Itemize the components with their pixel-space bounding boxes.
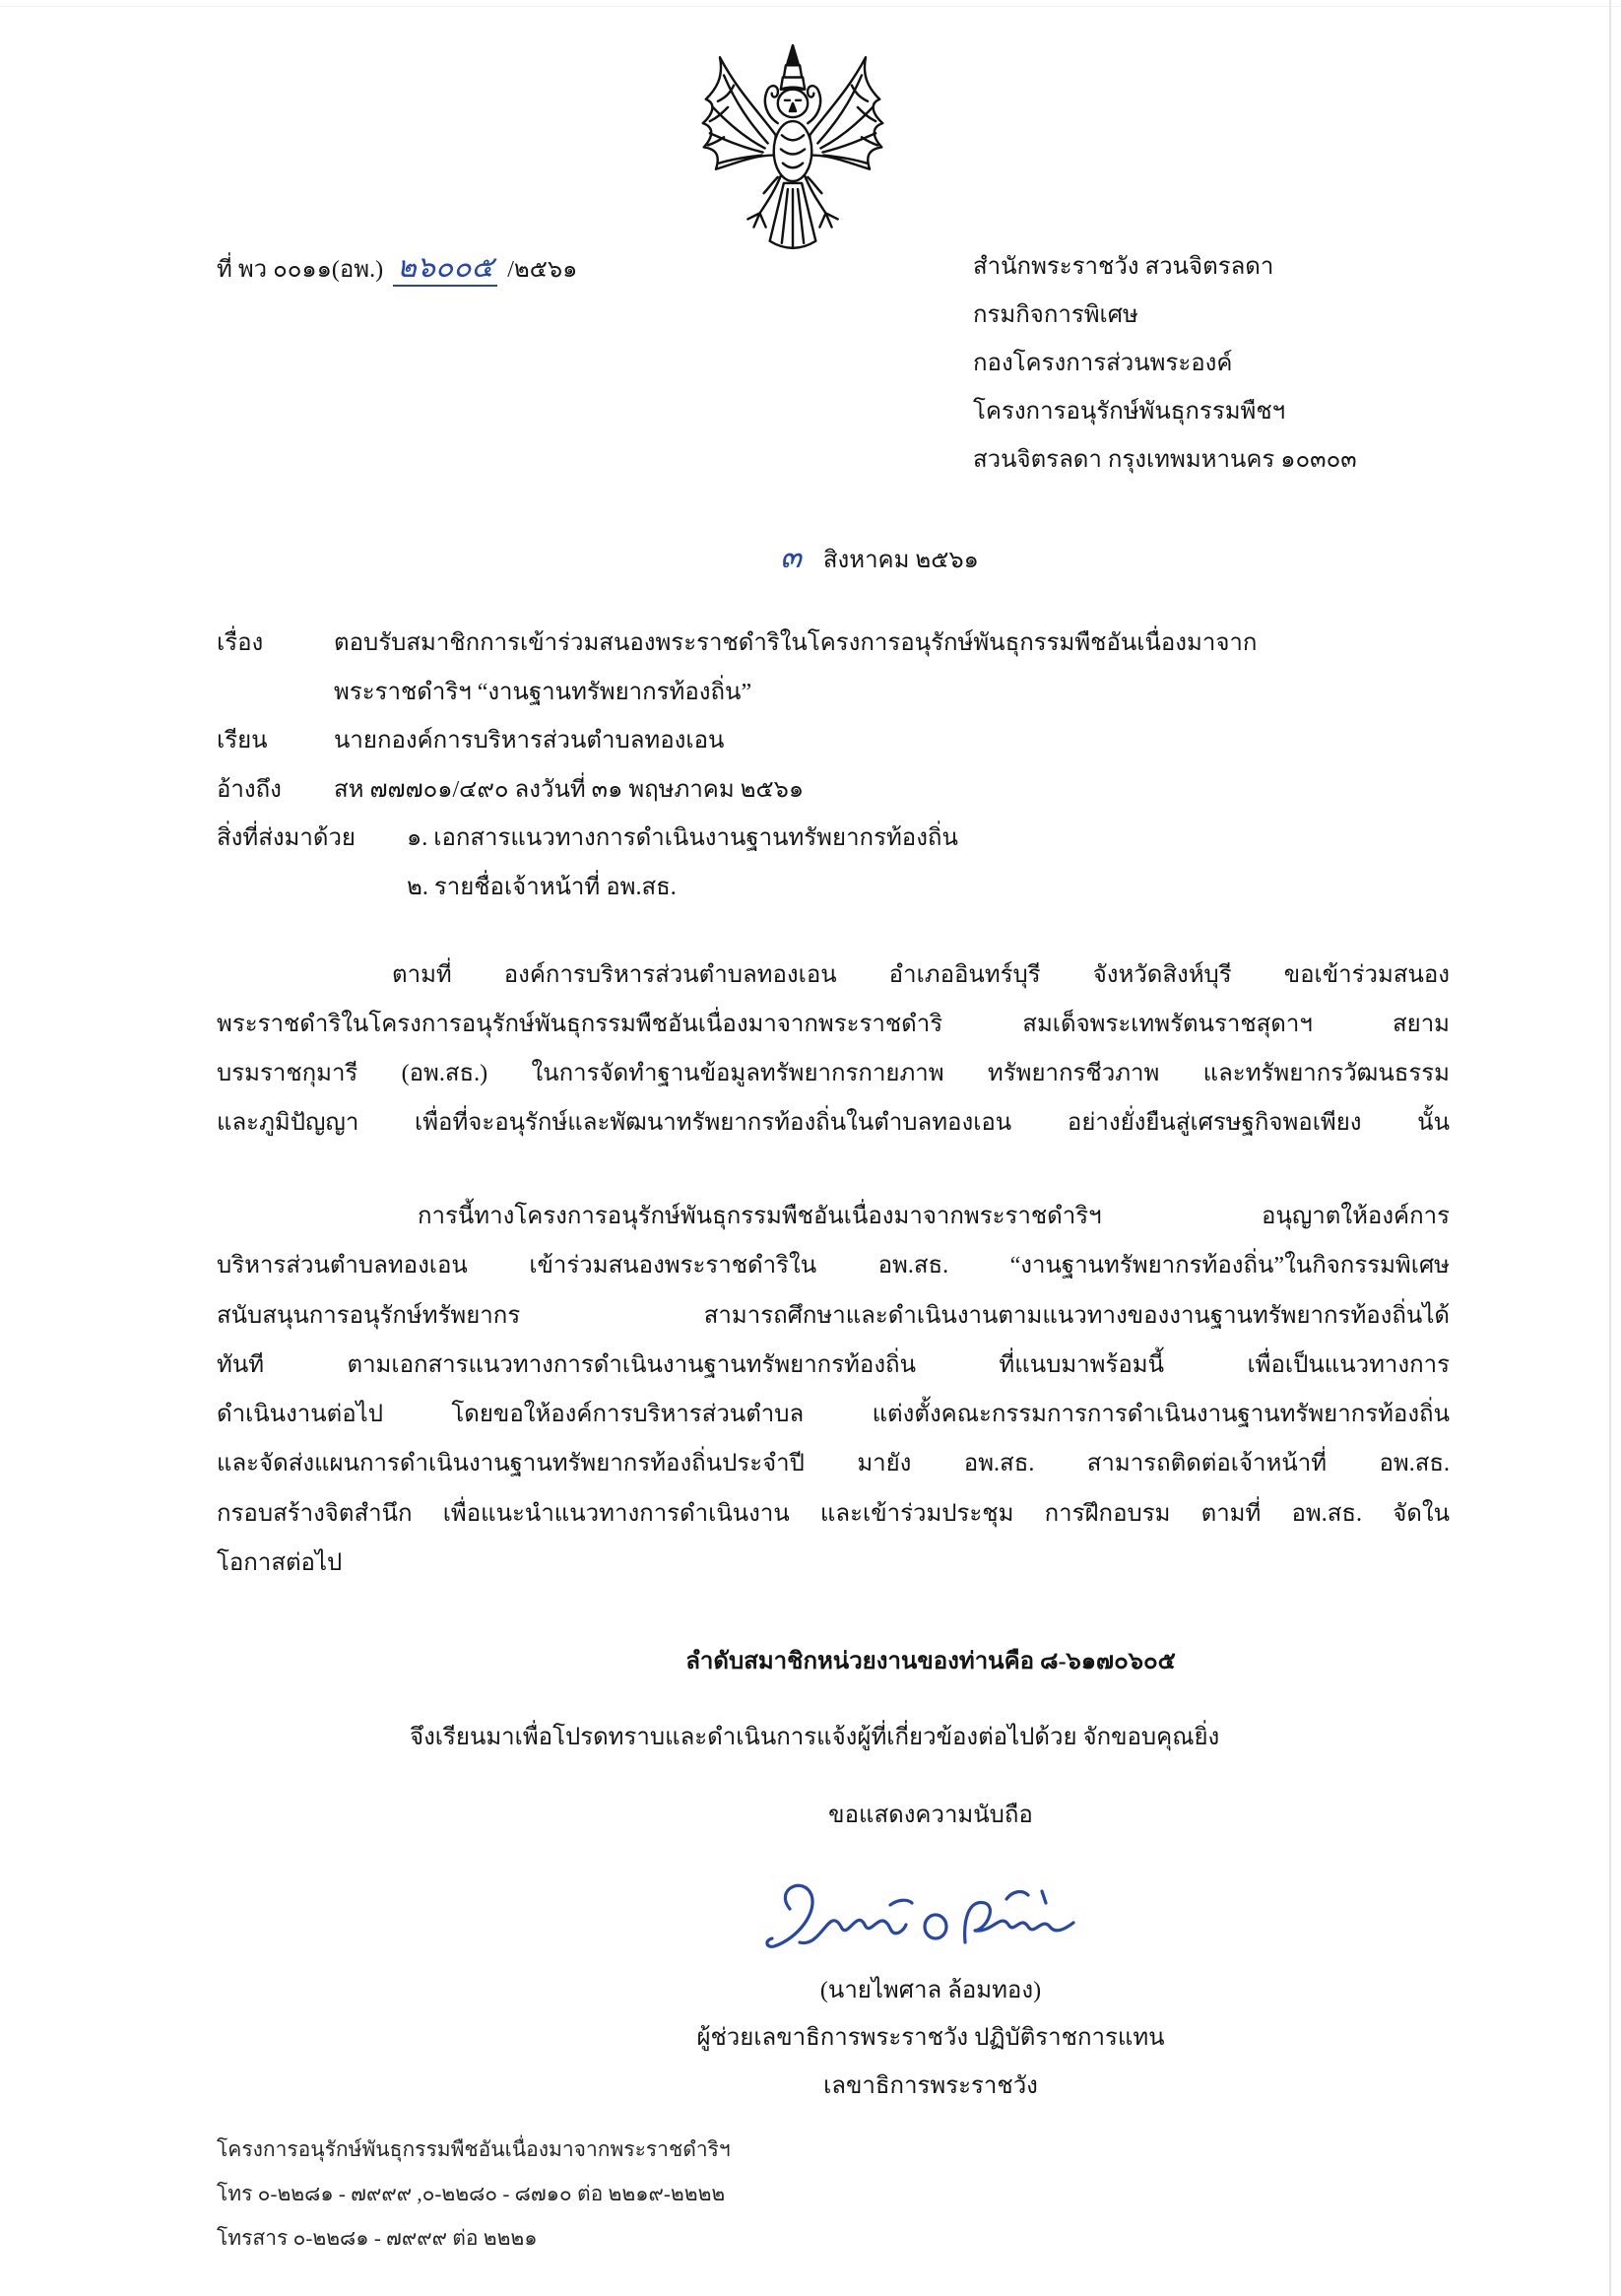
cited-label: อ้างถึง [217,776,282,803]
date-day-handwritten: ๓ [780,538,802,575]
page-edge-top [0,6,1621,7]
paragraph-line: ทันที ตามเอกสารแนวทางการดำเนินงานฐานทรัพยากรท้องถิ่น ที่แนบมาพร้อมนี้ เพื่อเป็นแนวทางการ [217,1351,1450,1378]
signatory-name: (นายไพศาล ล้อมทอง) [819,1978,1042,2003]
paragraph-line: สนับสนุนการอนุรักษ์ทรัพยากร สามารถศึกษาและดำเนินงานตามแนวทางของงานฐานทรัพยากรท้องถิ่นได้ [217,1302,1450,1329]
header-fields [217,620,1448,913]
paragraph-line: โอกาสต่อไป [217,1550,343,1577]
paragraph-line: บริหารส่วนตำบลทองเอน เข้าร่วมสนองพระราชดำริใน อพ.สธ. “งานฐานทรัพยากรท้องถิ่น”ในกิจกรรมพิเศษ [217,1253,1450,1279]
cited-row [217,766,1448,816]
paragraph-line: และภูมิปัญญา เพื่อที่จะอนุรักษ์และพัฒนาทรัพยากรท้องถิ่นในตำบลทองเอน อย่างยั่งยืนสู่เศรษฐกิจพอเพียง นั้น [217,1110,1450,1136]
paragraph-line: บรมราชกุมารี (อพ.สธ.) ในการจัดทำฐานข้อมูลทรัพยากรกายภาพ ทรัพยากรชีวภาพ และทรัพยากรวัฒนธรรม [217,1061,1450,1086]
paragraph-line: ดำเนินงานต่อไป โดยขอให้องค์การบริหารส่วนตำบล แต่งตั้งคณะกรรมการการดำเนินงานฐานทรัพยากรท้องถิ่น [217,1402,1450,1428]
paragraph-line: พระราชดำริในโครงการอนุรักษ์พันธุกรรมพืชอันเนื่องมาจากพระราชดำริ สมเด็จพระเทพรัตนราชสุดาฯ สยาม [217,1012,1450,1037]
paragraph-line: และจัดส่งแผนการดำเนินงานฐานทรัพยากรท้องถิ่นประจำปี มายัง อพ.สธ. สามารถติดต่อเจ้าหน้าที่ อพ.สธ. [217,1451,1450,1477]
subject-row-2 [217,669,1448,718]
handwritten-signature [760,1870,1085,1976]
paragraph-line: การนี้ทางโครงการอนุรักษ์พันธุกรรมพืชอันเนื่องมาจากพระราชดำริฯ อนุญาตให้องค์การ [418,1204,1450,1229]
address-line: กองโครงการส่วนพระองค์ [973,351,1233,376]
reference-handwritten-number: ๒๖๐๐๕ [393,250,497,287]
garuda-emblem [697,43,888,258]
address-line: สำนักพระราชวัง สวนจิตรลดา [973,254,1274,280]
reference-line [217,243,577,295]
body-paragraph-2 [217,1192,1450,1588]
page-edge-right [1609,0,1611,2296]
subject-label-spacer [217,669,334,718]
member-number: ลำดับสมาชิกหน่วยงานของท่านคือ ๘-๖๑๗๐๖๐๕ [685,1649,1176,1674]
closing-regards: ขอแสดงความนับถือ [828,1803,1033,1828]
signatory-title-1: ผู้ช่วยเลขาธิการพระราชวัง ปฏิบัติราชการแทน [696,2025,1165,2051]
signatory-title-2: เลขาธิการพระราชวัง [823,2073,1038,2099]
reference-suffix: /๒๕๖๑ [507,257,578,283]
footer-org: โครงการอนุรักษ์พันธุกรรมพืชอันเนื่องมาจากพระราชดำริฯ [217,2137,731,2161]
cited-value: สห ๗๗๗๐๑/๔๙๐ ลงวันที่ ๓๑ พฤษภาคม ๒๕๖๑ [334,776,805,803]
recipient-label: เรียน [217,728,268,754]
enclosures-row [217,815,1448,864]
enclosure-item-1: ๑. เอกสารแนวทางการดำเนินงานฐานทรัพยากรท้องถิ่น [407,825,958,852]
enclosure-item-2: ๒. รายชื่อเจ้าหน้าที่ อพ.สธ. [407,874,677,900]
recipient-row [217,717,1448,766]
address-line: สวนจิตรลดา กรุงเทพมหานคร ๑๐๓๐๓ [973,447,1357,473]
letter-date [780,532,979,585]
enclosures-label-spacer [217,864,407,913]
subject-row [217,620,1448,669]
address-line: กรมกิจการพิเศษ [973,302,1138,328]
subject-label: เรื่อง [217,630,264,656]
footer-contact [217,2128,731,2261]
reference-prefix: ที่ พว ๐๐๑๑(อพ.) [217,257,384,283]
body-paragraph-1 [217,951,1450,1148]
enclosures-label: สิ่งที่ส่งมาด้วย [217,825,356,852]
date-month-year: สิงหาคม ๒๕๖๑ [822,548,979,573]
enclosures-row-2 [217,864,1448,913]
footer-fax: โทรสาร ๐-๒๒๘๑ - ๗๙๙๙ ต่อ ๒๒๒๑ [217,2226,538,2250]
paragraph-line: ตามที่ องค์การบริหารส่วนตำบลทองเอน อำเภออินทร์บุรี จังหวัดสิงห์บุรี ขอเข้าร่วมสนอง [392,962,1450,988]
closing-request: จึงเรียนมาเพื่อโปรดทราบและดำเนินการแจ้งผู้ที่เกี่ยวข้องต่อไปด้วย จักขอบคุณยิ่ง [410,1725,1220,1750]
sender-address [973,243,1357,485]
address-line: โครงการอนุรักษ์พันธุกรรมพืชฯ [973,399,1286,425]
footer-phone: โทร ๐-๒๒๘๑ - ๗๙๙๙ ,๐-๒๒๘๐ - ๘๗๑๐ ต่อ ๒๒๑๙-๒๒๒๒ [217,2182,726,2205]
subject-line-2: พระราชดำริฯ “งานฐานทรัพยากรท้องถิ่น” [334,679,752,705]
subject-line-1: ตอบรับสมาชิกการเข้าร่วมสนองพระราชดำริในโครงการอนุรักษ์พันธุกรรมพืชอันเนื่องมาจาก [334,630,1258,656]
recipient-value: นายกองค์การบริหารส่วนตำบลทองเอน [334,728,725,754]
paragraph-line: กรอบสร้างจิตสำนึก เพื่อแนะนำแนวทางการดำเนินงาน และเข้าร่วมประชุม การฝึกอบรม ตามที่ อพ.สธ. จัดใน [217,1500,1450,1527]
